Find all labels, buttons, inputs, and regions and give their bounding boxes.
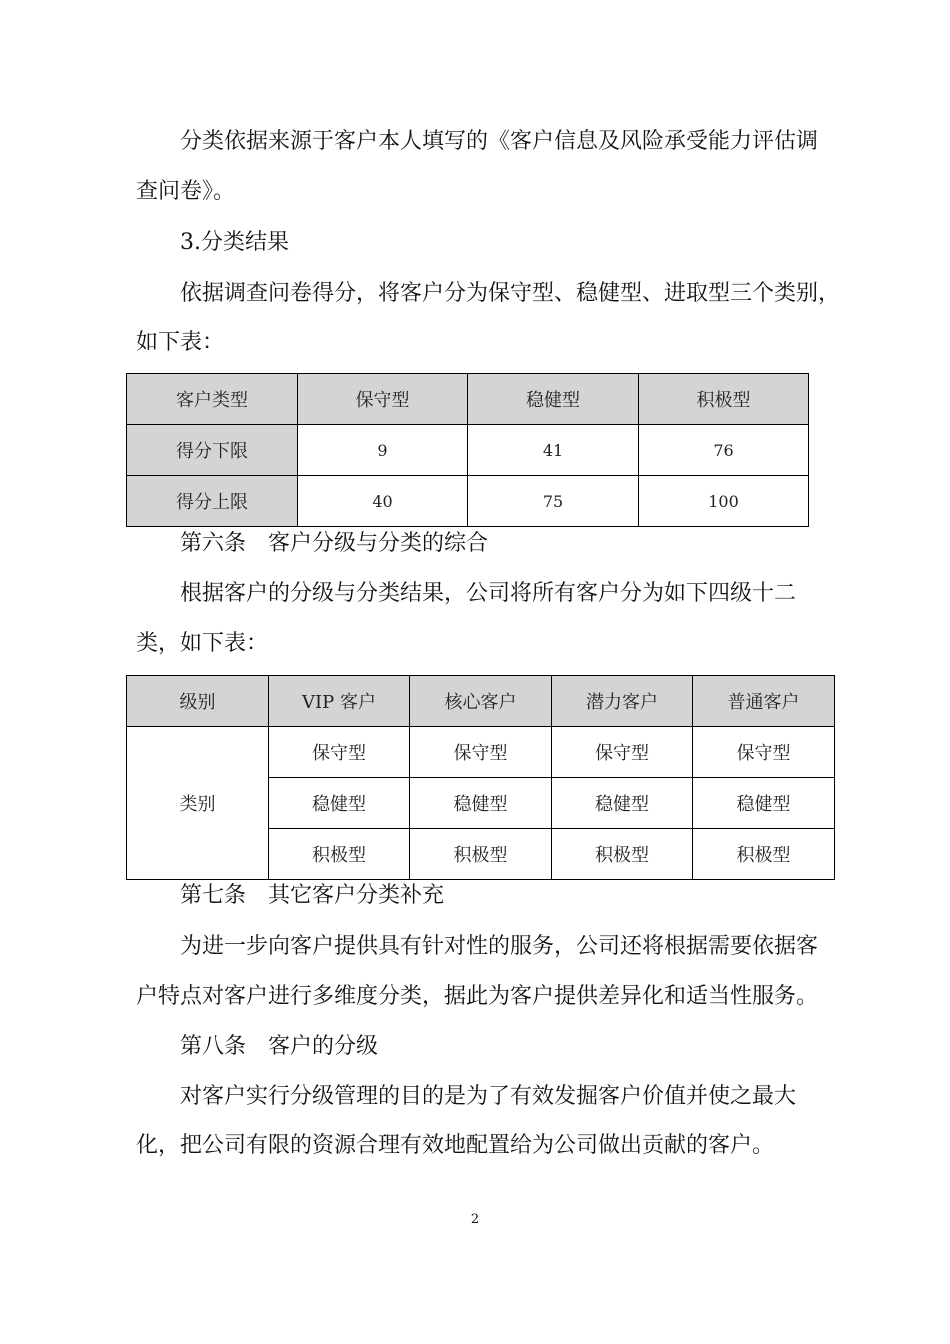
table-cell: 积极型 [552,829,693,880]
table-cell: 稳健型 [410,778,552,829]
table-cell: 积极型 [410,829,552,880]
table-header-row [127,374,809,425]
client-level-category-table [126,675,835,880]
table-cell: 保守型 [269,727,410,778]
para-1-line-2: 查问卷》。 [136,179,236,204]
row-label-cell: 得分上限 [127,476,298,527]
table-cell: 积极型 [269,829,410,880]
table-header-cell: VIP 客户 [269,676,410,727]
article-8-heading: 第八条 客户的分级 [180,1034,379,1059]
para-5-line-2: 户特点对客户进行多维度分类，据此为客户提供差异化和适当性服务。 [136,984,819,1009]
section-heading-results: 3.分类结果 [180,230,289,255]
table-cell: 稳健型 [552,778,693,829]
table-header-cell: 潜力客户 [552,676,693,727]
para-5-line-1: 为进一步向客户提供具有针对性的服务，公司还将根据需要依据客 [180,934,819,959]
para-6-line-2: 化，把公司有限的资源合理有效地配置给为公司做出贡献的客户。 [136,1133,775,1158]
table-cell: 积极型 [693,829,835,880]
para-3-line-1: 依据调查问卷得分，将客户分为保守型、稳健型、进取型三个类别， [180,281,841,306]
table-row [127,727,835,778]
table-header-cell: 积极型 [639,374,809,425]
para-3-line-2: 如下表： [136,330,225,355]
table-header-row [127,676,835,727]
table-cell: 76 [639,425,809,476]
article-7-heading: 第七条 其它客户分类补充 [180,883,445,908]
table-cell: 75 [468,476,639,527]
table-header-cell: 普通客户 [693,676,835,727]
page-number: 2 [470,1212,480,1227]
table-cell: 稳健型 [693,778,835,829]
table-cell: 41 [468,425,639,476]
para-4-line-2: 类，如下表： [136,631,269,656]
table-cell: 9 [298,425,468,476]
table-header-cell: 稳健型 [468,374,639,425]
para-6-line-1: 对客户实行分级管理的目的是为了有效发掘客户价值并使之最大 [180,1084,797,1109]
article-6-heading: 第六条 客户分级与分类的综合 [180,531,489,556]
row-label-cell: 类别 [127,727,269,880]
table-cell: 保守型 [552,727,693,778]
table-header-cell: 客户类型 [127,374,298,425]
table-header-cell: 级别 [127,676,269,727]
table-row [127,425,809,476]
table-cell: 保守型 [693,727,835,778]
score-range-table [126,373,809,527]
table-cell: 40 [298,476,468,527]
table-cell: 100 [639,476,809,527]
row-label-cell: 得分下限 [127,425,298,476]
table-header-cell: 保守型 [298,374,468,425]
table-cell: 保守型 [410,727,552,778]
table-cell: 稳健型 [269,778,410,829]
table-header-cell: 核心客户 [410,676,552,727]
para-1-line-1: 分类依据来源于客户本人填写的《客户信息及风险承受能力评估调 [180,129,819,154]
table-row [127,476,809,527]
para-4-line-1: 根据客户的分级与分类结果，公司将所有客户分为如下四级十二 [180,581,797,606]
